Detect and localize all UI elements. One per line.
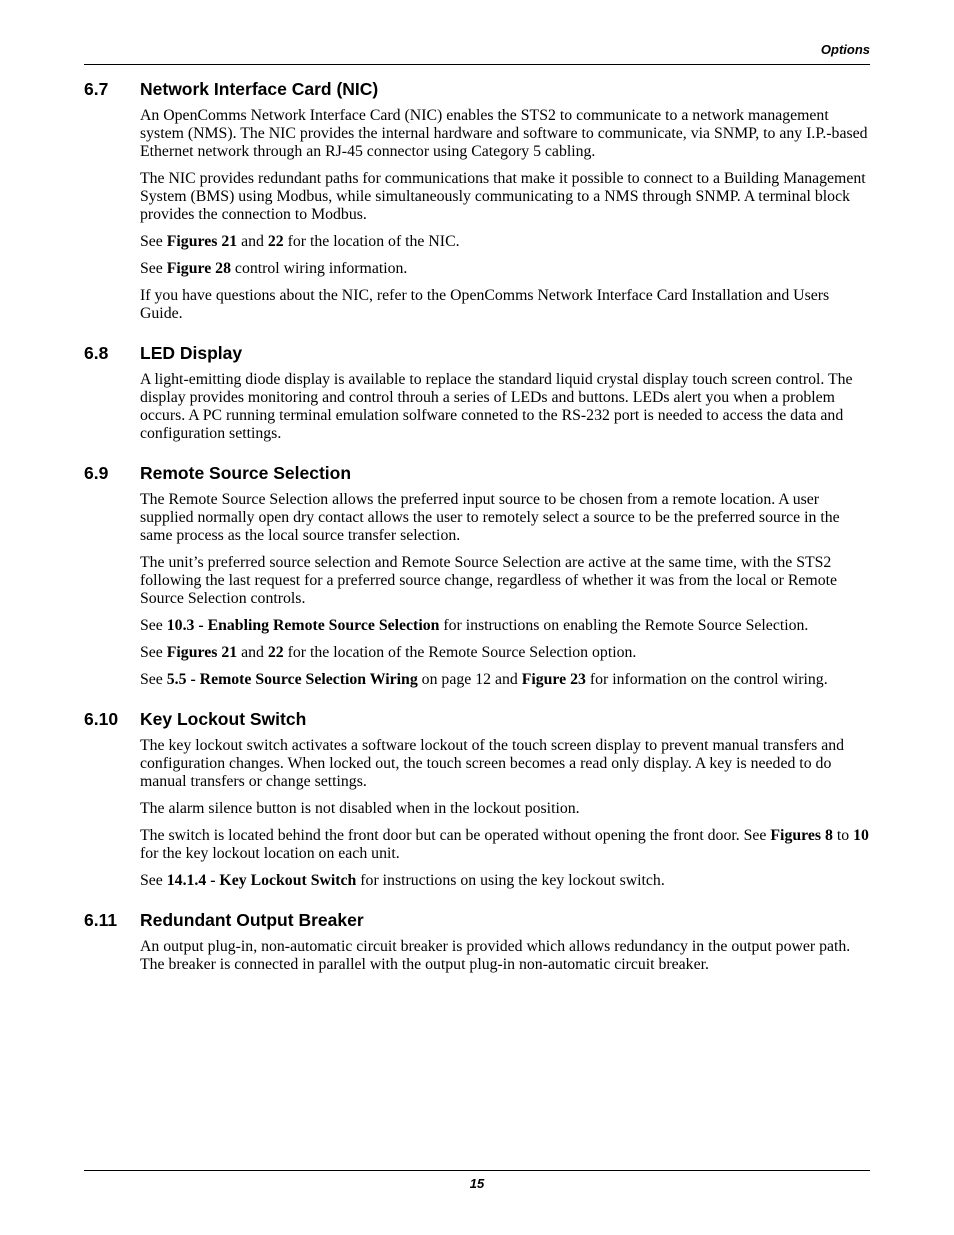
text-run: and [237, 644, 268, 661]
text-run: The switch is located behind the front door but can be operated without opening the front door. See [140, 827, 771, 844]
cross-reference: 22 [267, 233, 284, 250]
section-heading [84, 79, 870, 99]
text-run: See [140, 671, 167, 688]
text-run: for the key lockout location on each unit. [140, 845, 400, 862]
section-title: Network Interface Card (NIC) [140, 79, 379, 99]
cross-reference: Figure 23 [521, 671, 586, 688]
body-paragraph [140, 737, 870, 791]
text-run: The Remote Source Selection allows the preferred input source to be chosen from a remote location. A user supplied normally open dry contact allows the user to remotely select a source to be the preferred source in the same process as the local source transfer selection. [140, 491, 840, 544]
section-heading [84, 463, 870, 483]
text-run: See [140, 872, 167, 889]
body-paragraph [140, 371, 870, 443]
section-number: 6.7 [84, 79, 109, 99]
cross-reference: 5.5 - Remote Source Selection Wiring [166, 671, 418, 688]
header-rule [84, 64, 870, 65]
body-paragraph [140, 287, 870, 323]
body-paragraph [140, 491, 870, 545]
page-body [84, 79, 870, 994]
section-heading [84, 709, 870, 729]
body-paragraph [140, 872, 870, 890]
cross-reference: Figures 8 [770, 827, 833, 844]
text-run: See [140, 617, 167, 634]
page-number: 15 [469, 1176, 485, 1191]
text-run: An OpenComms Network Interface Card (NIC) enables the STS2 to communicate to a network management system (NMS). The NIC provides the internal hardware and software to communicate, via SNMP, to any I.P.-based Ethernet network through an RJ-45 connector using Category 5 cabling. [140, 107, 868, 160]
section-number: 6.10 [84, 709, 119, 729]
body-paragraph [140, 107, 870, 161]
text-run: for information on the control wiring. [585, 671, 828, 688]
text-run: and [237, 233, 268, 250]
text-run: for instructions on using the key lockout switch. [356, 872, 665, 889]
section-number: 6.8 [84, 343, 109, 363]
cross-reference: Figures 21 [166, 644, 238, 661]
text-run: on page 12 and [417, 671, 522, 688]
body-paragraph [140, 233, 870, 251]
body-paragraph [140, 554, 870, 608]
section-heading [84, 343, 870, 363]
body-paragraph [140, 827, 870, 863]
section-title: Redundant Output Breaker [140, 910, 364, 930]
cross-reference: Figures 21 [166, 233, 238, 250]
text-run: for the location of the NIC. [283, 233, 460, 250]
text-run: An output plug-in, non-automatic circuit breaker is provided which allows redundancy in the output power path. The breaker is connected in parallel with the output plug-in non-automatic circuit breaker. [140, 938, 851, 973]
body-paragraph [140, 800, 870, 818]
section-number: 6.11 [84, 910, 118, 930]
body-paragraph [140, 170, 870, 224]
cross-reference: 10 [853, 827, 869, 844]
cross-reference: 14.1.4 - Key Lockout Switch [166, 872, 357, 889]
text-run: The alarm silence button is not disabled when in the lockout position. [140, 800, 580, 817]
section-6-8 [84, 343, 870, 443]
section-6-7 [84, 79, 870, 323]
section-title: Key Lockout Switch [140, 709, 307, 729]
text-run: The unit’s preferred source selection and Remote Source Selection are active at the same time, with the STS2 following the last request for a preferred source change, regardless of whether it was from the local or Remote Source Selection controls. [140, 554, 837, 607]
body-paragraph [140, 260, 870, 278]
section-title: Remote Source Selection [140, 463, 352, 483]
text-run: If you have questions about the NIC, refer to the OpenComms Network Interface Card Installation and Users Guide. [140, 287, 830, 322]
text-run: See [140, 260, 167, 277]
text-run: A light-emitting diode display is available to replace the standard liquid crystal display touch screen control. The display provides monitoring and control throuh a series of LEDs and buttons. LEDs alert you when a problem occurs. A PC running terminal emulation solfware conneted to the RS-232 port is needed to access the data and configuration settings. [140, 371, 853, 442]
section-6-11 [84, 910, 870, 974]
text-run: The key lockout switch activates a software lockout of the touch screen display to prevent manual transfers and configuration changes. When locked out, the touch screen becomes a read only display. A key is needed to do manual transfers or change settings. [140, 737, 845, 790]
section-6-10 [84, 709, 870, 890]
section-title: LED Display [140, 343, 243, 363]
cross-reference: 22 [267, 644, 284, 661]
cross-reference: Figure 28 [166, 260, 231, 277]
text-run: The NIC provides redundant paths for communications that make it possible to connect to a Building Management System (BMS) using Modbus, while simultaneously communicating to a NMS through SNMP. A terminal block provides the connection to Modbus. [140, 170, 866, 223]
running-header: Options [820, 42, 870, 57]
section-number: 6.9 [84, 463, 109, 483]
text-run: control wiring information. [230, 260, 408, 277]
body-paragraph [140, 671, 870, 689]
text-run: for instructions on enabling the Remote Source Selection. [439, 617, 809, 634]
cross-reference: 10.3 - Enabling Remote Source Selection [166, 617, 440, 634]
body-paragraph [140, 617, 870, 635]
body-paragraph [140, 644, 870, 662]
text-run: to [832, 827, 854, 844]
text-run: See [140, 233, 167, 250]
body-paragraph [140, 938, 870, 974]
section-6-9 [84, 463, 870, 689]
footer-rule [84, 1170, 870, 1171]
text-run: for the location of the Remote Source Selection option. [283, 644, 637, 661]
section-heading [84, 910, 870, 930]
text-run: See [140, 644, 167, 661]
